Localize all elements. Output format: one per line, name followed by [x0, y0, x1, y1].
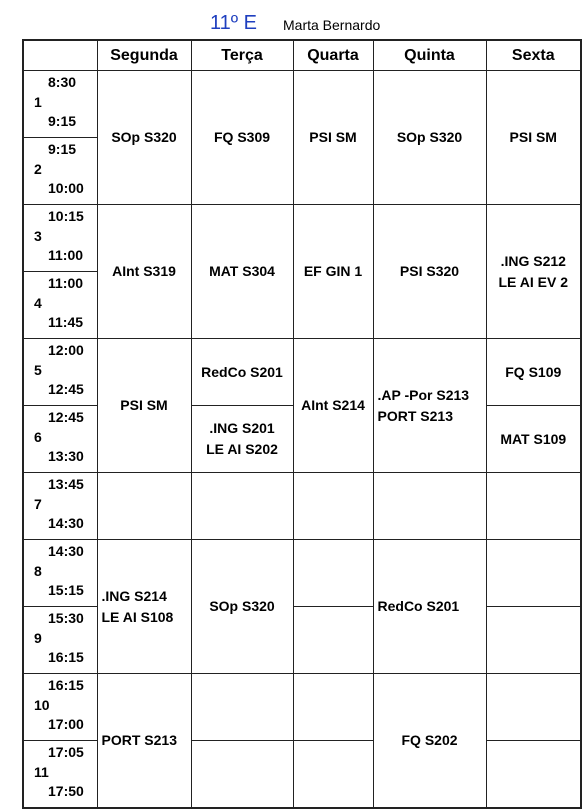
- period-start: 12:45: [48, 409, 84, 425]
- lesson-cell: [191, 674, 293, 741]
- period-number: 4: [34, 295, 42, 311]
- lesson-cell: PSI SM: [97, 339, 191, 473]
- day-tuesday: Terça: [191, 40, 293, 71]
- period-row: [23, 473, 581, 540]
- period-number: 7: [34, 496, 42, 512]
- period-time-cell: [23, 540, 97, 607]
- day-wednesday: Quarta: [293, 40, 373, 71]
- period-time-cell: [23, 741, 97, 808]
- period-start: 12:00: [48, 342, 84, 358]
- period-end: 10:00: [48, 180, 84, 196]
- lesson-cell: .ING S212 LE AI EV 2: [486, 205, 581, 339]
- period-start: 9:15: [48, 141, 77, 157]
- period-row: [23, 71, 581, 138]
- lesson-cell: PSI S320: [373, 205, 486, 339]
- period-time-cell: [23, 71, 97, 138]
- period-time-cell: [23, 339, 97, 406]
- lesson-cell: [97, 473, 191, 540]
- lesson-cell: EF GIN 1: [293, 205, 373, 339]
- period-time-cell: [23, 272, 97, 339]
- day-friday: Sexta: [486, 40, 581, 71]
- period-number: 6: [34, 429, 42, 445]
- lesson-cell: [293, 674, 373, 741]
- lesson-cell: AInt S319: [97, 205, 191, 339]
- lesson-cell: PSI SM: [293, 71, 373, 205]
- period-number: 5: [34, 362, 42, 378]
- period-number: 8: [34, 563, 42, 579]
- day-monday: Segunda: [97, 40, 191, 71]
- lesson-cell: PSI SM: [486, 71, 581, 205]
- period-row: [23, 339, 581, 406]
- timetable: [22, 39, 582, 809]
- lesson-cell: SOp S320: [97, 71, 191, 205]
- period-start: 15:30: [48, 610, 84, 626]
- lesson-cell: SOp S320: [191, 540, 293, 674]
- period-start: 8:30: [48, 74, 77, 90]
- period-row: [23, 674, 581, 741]
- period-end: 12:45: [48, 381, 84, 397]
- period-time-cell: [23, 138, 97, 205]
- day-thursday: Quinta: [373, 40, 486, 71]
- period-end: 16:15: [48, 649, 84, 665]
- period-number: 1: [34, 94, 42, 110]
- lesson-cell: [486, 741, 581, 808]
- period-number: 2: [34, 161, 42, 177]
- day-header-row: [23, 40, 581, 71]
- period-end: 11:00: [48, 247, 84, 263]
- lesson-cell: PORT S213: [97, 674, 191, 808]
- lesson-cell: AInt S214: [293, 339, 373, 473]
- lesson-cell: FQ S202: [373, 674, 486, 808]
- period-time-cell: [23, 473, 97, 540]
- lesson-cell: .ING S201 LE AI S202: [191, 406, 293, 473]
- period-time-cell: [23, 607, 97, 674]
- lesson-cell: SOp S320: [373, 71, 486, 205]
- corner-cell: [23, 40, 97, 71]
- period-start: 10:15: [48, 208, 84, 224]
- lesson-cell: MAT S304: [191, 205, 293, 339]
- lesson-cell: [486, 473, 581, 540]
- lesson-cell: [486, 607, 581, 674]
- lesson-cell: FQ S109: [486, 339, 581, 406]
- period-end: 9:15: [48, 113, 77, 129]
- period-end: 14:30: [48, 515, 84, 531]
- period-start: 17:05: [48, 744, 84, 760]
- teacher-name: Marta Bernardo: [283, 17, 381, 33]
- period-end: 17:50: [48, 783, 84, 799]
- lesson-cell: .ING S214 LE AI S108: [97, 540, 191, 674]
- period-time-cell: [23, 205, 97, 272]
- lesson-cell: .AP -Por S213 PORT S213: [373, 339, 486, 473]
- period-end: 17:00: [48, 716, 84, 732]
- period-start: 14:30: [48, 543, 84, 559]
- period-start: 11:00: [48, 275, 84, 291]
- lesson-cell: MAT S109: [486, 406, 581, 473]
- period-start: 16:15: [48, 677, 84, 693]
- lesson-cell: [293, 607, 373, 674]
- period-row: [23, 540, 581, 607]
- period-time-cell: [23, 674, 97, 741]
- lesson-cell: [293, 540, 373, 607]
- lesson-cell: RedCo S201: [373, 540, 486, 674]
- period-end: 11:45: [48, 314, 84, 330]
- class-name: 11º E: [210, 12, 257, 34]
- period-number: 9: [34, 630, 42, 646]
- period-row: [23, 205, 581, 272]
- schedule-header: [0, 12, 587, 38]
- lesson-cell: [373, 473, 486, 540]
- period-end: 13:30: [48, 448, 84, 464]
- period-time-cell: [23, 406, 97, 473]
- lesson-cell: [293, 473, 373, 540]
- period-number: 11: [34, 764, 49, 780]
- period-number: 3: [34, 228, 42, 244]
- lesson-cell: [191, 741, 293, 808]
- lesson-cell: [486, 540, 581, 607]
- lesson-cell: FQ S309: [191, 71, 293, 205]
- period-number: 10: [34, 697, 50, 713]
- lesson-cell: RedCo S201: [191, 339, 293, 406]
- period-start: 13:45: [48, 476, 84, 492]
- lesson-cell: [293, 741, 373, 808]
- lesson-cell: [486, 674, 581, 741]
- period-end: 15:15: [48, 582, 84, 598]
- lesson-cell: [191, 473, 293, 540]
